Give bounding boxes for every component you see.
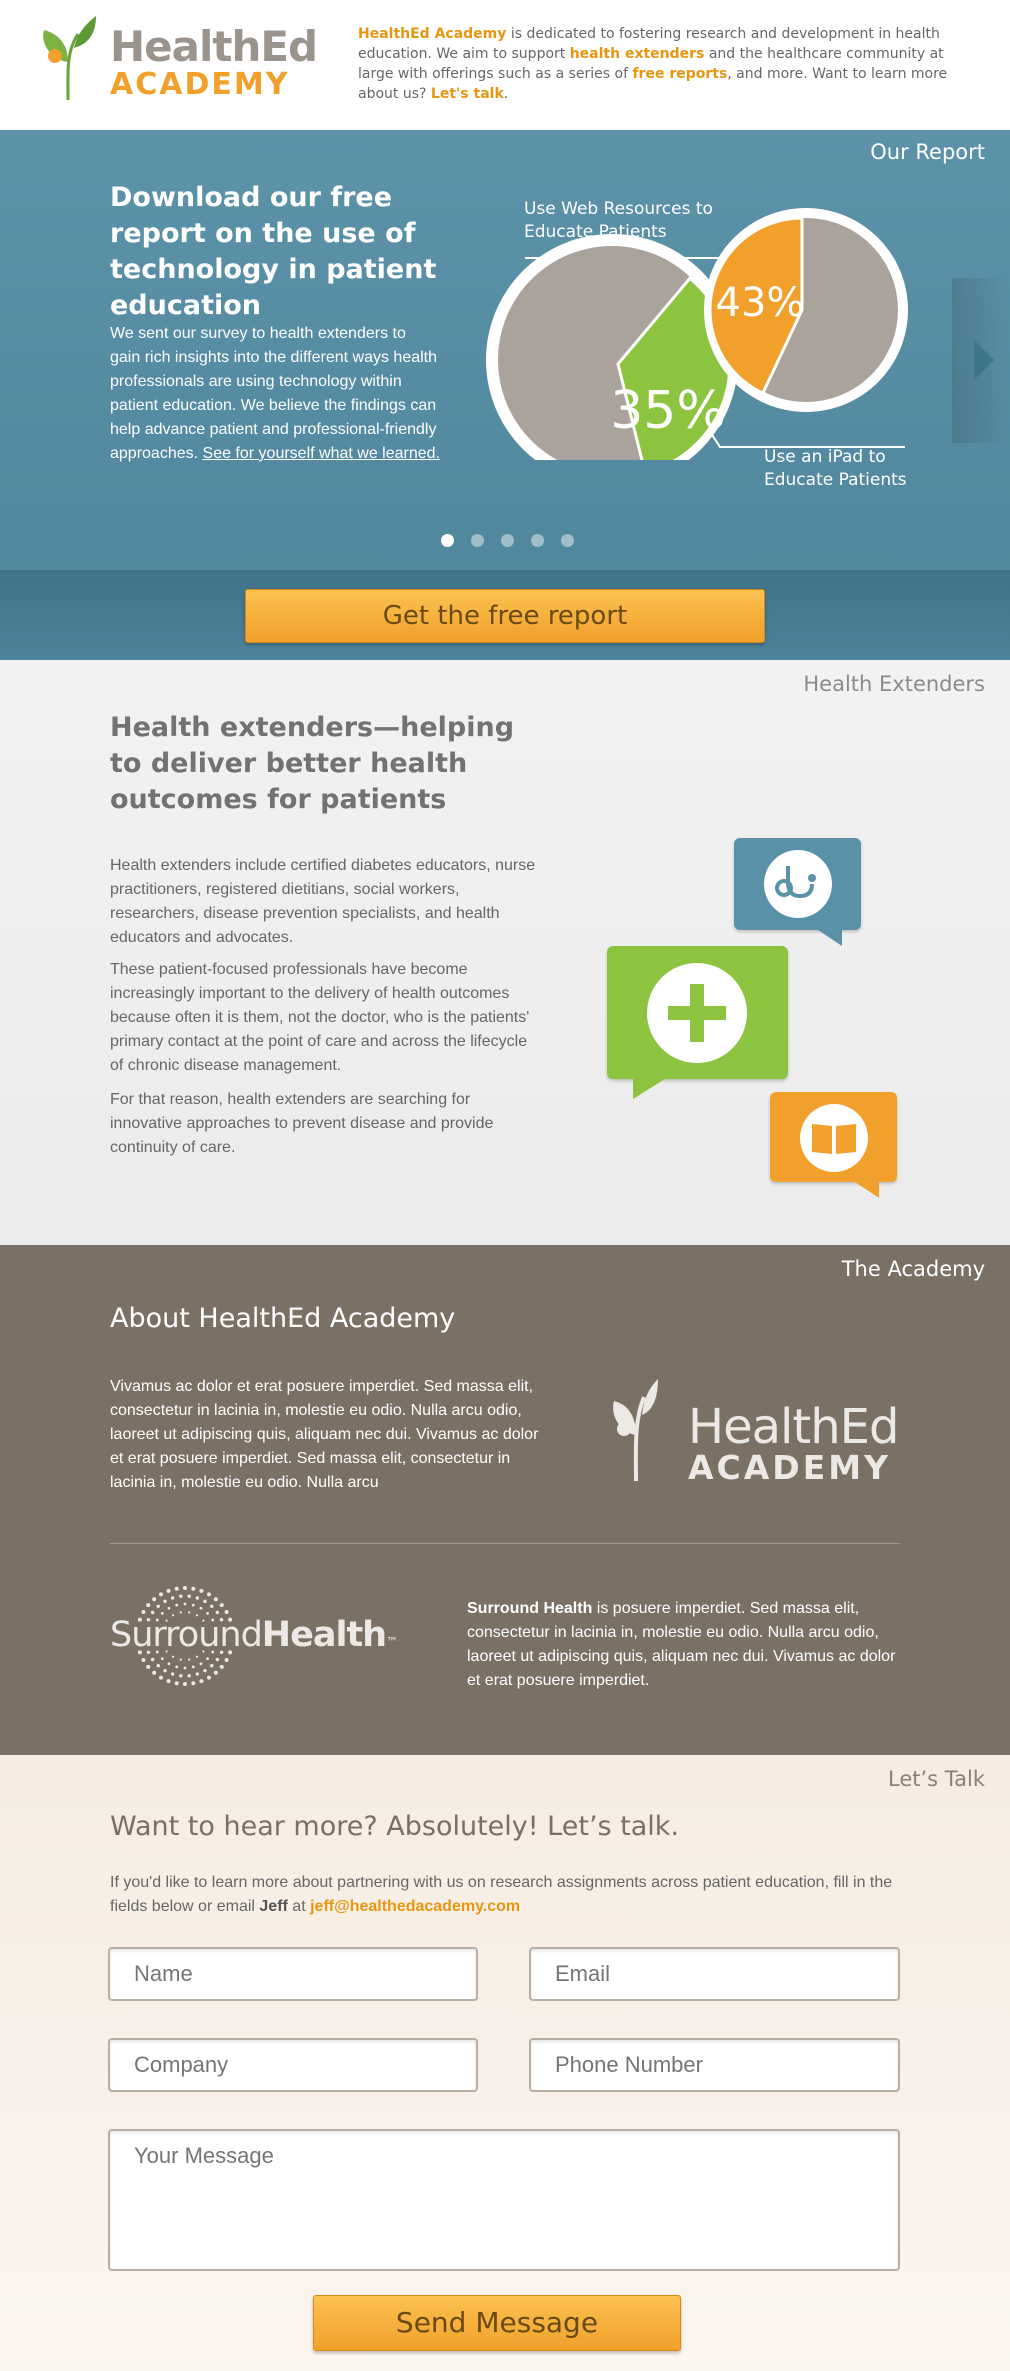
plus-bubble-tail bbox=[633, 1079, 665, 1099]
logo-academy-text: ACADEMY bbox=[110, 67, 290, 102]
book-bubble bbox=[770, 1092, 897, 1182]
phone-input[interactable] bbox=[529, 2038, 900, 2092]
pie-large-value-label: 35% bbox=[610, 381, 726, 441]
pie-large bbox=[486, 234, 738, 460]
send-message-button[interactable]: Send Message bbox=[313, 2295, 681, 2351]
section-label-health-extenders: Health Extenders bbox=[803, 672, 985, 696]
health-extenders-section bbox=[0, 660, 1010, 1245]
email-link[interactable]: jeff@healthedacademy.com bbox=[310, 1898, 521, 1915]
health-extenders-link[interactable]: health extenders bbox=[569, 46, 705, 62]
lets-talk-link[interactable]: Let's talk bbox=[430, 86, 504, 102]
academy-section bbox=[0, 1245, 1010, 1755]
carousel-next-button[interactable] bbox=[952, 278, 1010, 443]
academy-logo-academy-text: ACADEMY bbox=[688, 1448, 891, 1487]
header-intro: HealthEd Academy is dedicated to fostering research and development in health education. We aim to support health extenders and the healthcare community at large with offerings such as a series of free reports, and more. Want to learn more about us? Let's talk. bbox=[358, 26, 948, 102]
extenders-paragraph-1: Health extenders include certified diabetes educators, nurse practitioners, registered dietitians, social workers, researchers, disease prevention specialists, and health educators and advocates. bbox=[110, 857, 536, 946]
pie-small-caption: Use Web Resources to Educate Patients bbox=[524, 199, 713, 242]
extenders-paragraph-3: For that reason, health extenders are searching for innovative approaches to prevent disease and provide continuity of care. bbox=[110, 1091, 494, 1156]
name-input[interactable] bbox=[108, 1947, 478, 2001]
carousel-dots bbox=[441, 534, 574, 547]
free-reports-link[interactable]: free reports bbox=[632, 66, 728, 82]
report-body: We sent our survey to health extenders to gain rich insights into the different ways health professionals are using technology within patient education. We believe the findings can help advance patient and professional-friendly approaches. See for yourself what we learned. bbox=[110, 325, 440, 462]
extenders-paragraph-2: These patient-focused professionals have become increasingly important to the delivery of health outcomes because often it is them, not the doctor, who is the patients' primary contact at the point of care and across the lifecycle of chronic disease management. bbox=[110, 961, 530, 1074]
carousel-dot-2[interactable] bbox=[471, 534, 484, 547]
academy-divider bbox=[110, 1543, 900, 1544]
pie-small-value-label: 43% bbox=[715, 280, 805, 326]
plus-icon bbox=[646, 962, 748, 1064]
book-bubble-tail bbox=[855, 1182, 879, 1198]
leaf-logo-icon bbox=[38, 12, 98, 104]
stethoscope-icon bbox=[762, 848, 834, 920]
talk-intro: If you'd like to learn more about partnering with us on research assignments across patient education, fill in the fields below or email Jeff at jeff@healthedacademy.com bbox=[110, 1874, 893, 1915]
stethoscope-bubble bbox=[734, 838, 861, 930]
plus-bubble bbox=[607, 946, 788, 1079]
chevron-right-icon bbox=[974, 340, 994, 380]
book-icon bbox=[798, 1102, 870, 1174]
academy-title: About HealthEd Academy bbox=[110, 1303, 456, 1334]
company-input[interactable] bbox=[108, 2038, 478, 2092]
report-title: Download our free report on the use of technology in patient education bbox=[110, 182, 437, 321]
stethoscope-bubble-tail bbox=[818, 930, 842, 946]
brand-link[interactable]: HealthEd Academy bbox=[358, 26, 507, 42]
get-free-report-button[interactable]: Get the free report bbox=[245, 589, 765, 643]
academy-body: Vivamus ac dolor et erat posuere imperdiet. Sed massa elit, consectetur in lacinia in, molestie eu odio. Nulla arcu odio, laoreet ut adipiscing quis, aliquam nec dui. Vivamus ac dolor et erat posuere imperdiet. Sed massa elit, consectetur in lacinia in, molestie eu odio. Nulla arcu bbox=[110, 1378, 539, 1491]
section-label-lets-talk: Let’s Talk bbox=[888, 1767, 985, 1791]
talk-title: Want to hear more? Absolutely! Let’s talk. bbox=[110, 1811, 680, 1842]
carousel-dot-4[interactable] bbox=[531, 534, 544, 547]
carousel-dot-1[interactable] bbox=[441, 534, 454, 547]
extenders-title: Health extenders—helping to deliver better health outcomes for patients bbox=[110, 712, 515, 815]
pie-large-caption: Use an iPad to Educate Patients bbox=[764, 447, 907, 490]
surround-health-logo: SurroundHealth™ bbox=[110, 1615, 398, 1655]
see-results-link[interactable]: See for yourself what we learned. bbox=[202, 445, 440, 462]
report-section bbox=[0, 130, 1010, 660]
pie-small bbox=[704, 208, 908, 412]
lets-talk-section bbox=[0, 1755, 1010, 2371]
site-header bbox=[0, 0, 1010, 130]
carousel-dot-5[interactable] bbox=[561, 534, 574, 547]
healthed-logo-white-icon bbox=[610, 1377, 658, 1485]
message-textarea[interactable] bbox=[108, 2129, 900, 2271]
surround-health-body: Surround Health is posuere imperdiet. Sed massa elit, consectetur in lacinia in, molestie eu odio. Nulla arcu odio, laoreet ut adipiscing quis, aliquam nec dui. Vivamus ac dolor et erat posuere imperdiet. bbox=[467, 1600, 896, 1689]
section-label-our-report: Our Report bbox=[870, 140, 985, 164]
logo-link[interactable] bbox=[38, 12, 318, 104]
email-input[interactable] bbox=[529, 1947, 900, 2001]
academy-logo-healthed-text: HealthEd bbox=[688, 1399, 899, 1455]
carousel-dot-3[interactable] bbox=[501, 534, 514, 547]
section-label-the-academy: The Academy bbox=[841, 1257, 985, 1281]
logo-healthed-text: HealthEd bbox=[110, 22, 318, 71]
